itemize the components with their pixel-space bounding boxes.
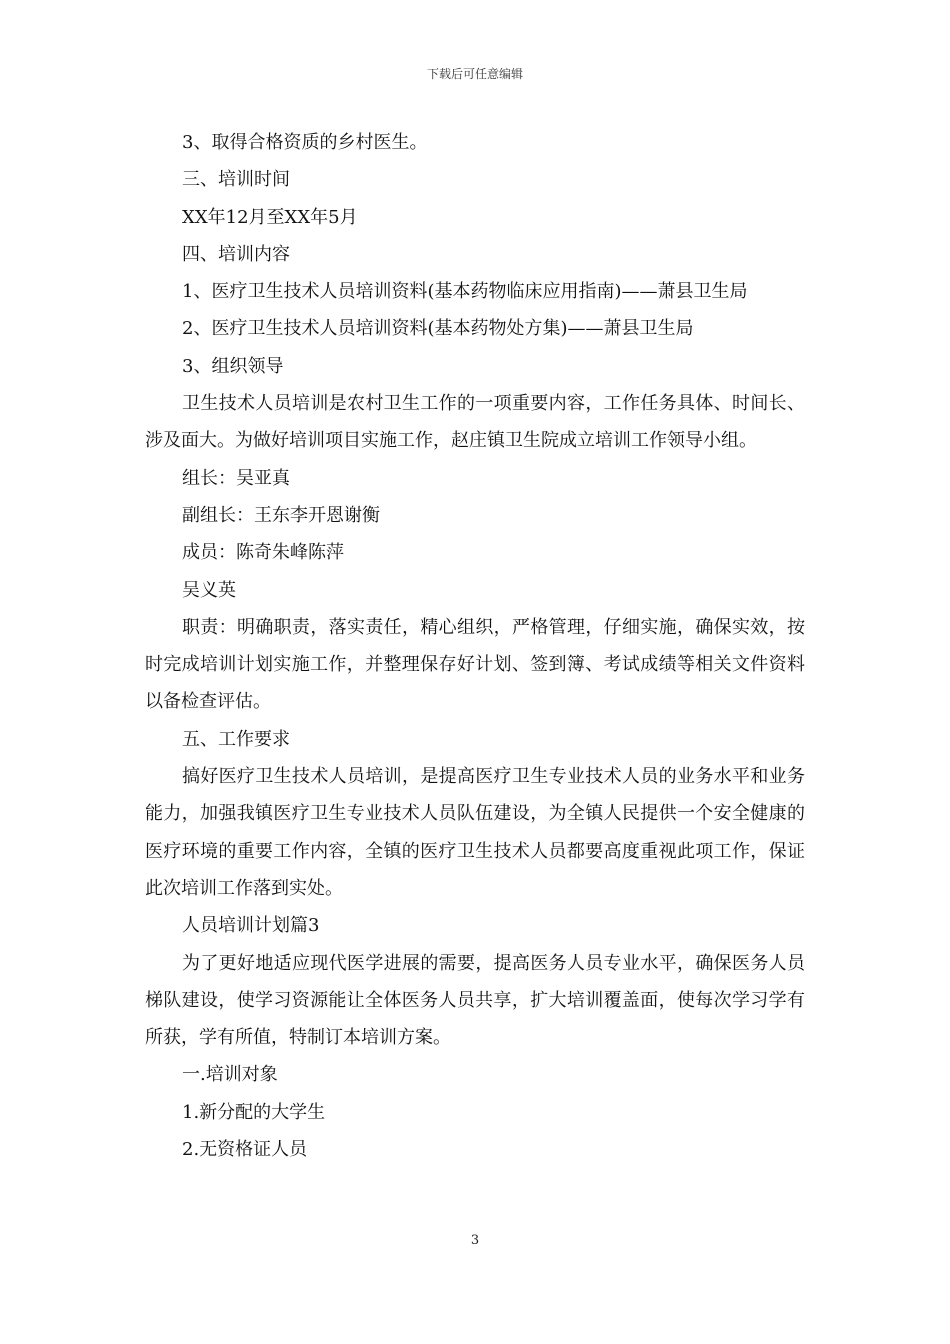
list-item-unqualified-staff: 2.无资格证人员 xyxy=(182,1139,308,1161)
list-item-qualified-village-doctors: 3、取得合格资质的乡村医生。 xyxy=(182,132,428,153)
document-body xyxy=(145,124,805,1168)
deputy-leaders: 副组长：王东李开恩谢衡 xyxy=(182,504,380,526)
group-leader: 组长：吴亚真 xyxy=(182,467,290,489)
list-item-organization: 3、组织领导 xyxy=(182,355,284,377)
paragraph-responsibilities: 职责：明确职责，落实责任，精心组织，严格管理，仔细实施，确保实效，按时完成培训计划实施工作，并整理保存好计划、签到簿、考试成绩等相关文件资料以备检查评估。 xyxy=(145,616,805,713)
section-heading-training-content: 四、培训内容 xyxy=(182,243,290,265)
list-item-new-graduates: 1.新分配的大学生 xyxy=(182,1101,326,1123)
paragraph-work-requirements: 搞好医疗卫生技术人员培训，是提高医疗卫生专业技术人员的业务水平和业务能力，加强我镇医疗卫生专业技术人员队伍建设，为全镇人民提供一个安全健康的医疗环境的重要工作内容，全镇的医疗卫生技术人员都要高度重视此项工作，保证此次培训工作落到实处。 xyxy=(145,766,805,899)
paragraph-plan-3-intro: 为了更好地适应现代医学进展的需要，提高医务人员专业水平，确保医务人员梯队建设，使学习资源能让全体医务人员共享，扩大培训覆盖面，使每次学习学有所获，学有所值，特制订本培训方案。 xyxy=(145,952,805,1049)
list-item-material-guide: 1、医疗卫生技术人员培训资料(基本药物临床应用指南)——萧县卫生局 xyxy=(182,281,748,303)
group-member-continued: 吴义英 xyxy=(182,579,236,601)
section-heading-training-targets: 一.培训对象 xyxy=(182,1064,278,1086)
paragraph-leadership-group: 卫生技术人员培训是农村卫生工作的一项重要内容，工作任务具体、时间长、涉及面大。为做好培训项目实施工作，赵庄镇卫生院成立培训工作领导小组。 xyxy=(145,393,805,452)
group-members: 成员：陈奇朱峰陈萍 xyxy=(182,542,344,564)
section-heading-work-requirements: 五、工作要求 xyxy=(182,728,290,750)
list-item-material-prescriptions: 2、医疗卫生技术人员培训资料(基本药物处方集)——萧县卫生局 xyxy=(182,318,694,340)
training-period: XX年12月至XX年5月 xyxy=(182,206,358,228)
article-title-plan-3: 人员培训计划篇3 xyxy=(182,915,320,937)
page-number: 3 xyxy=(470,1233,480,1248)
page-header-note: 下载后可任意编辑 xyxy=(426,67,523,81)
section-heading-training-time: 三、培训时间 xyxy=(182,169,290,191)
